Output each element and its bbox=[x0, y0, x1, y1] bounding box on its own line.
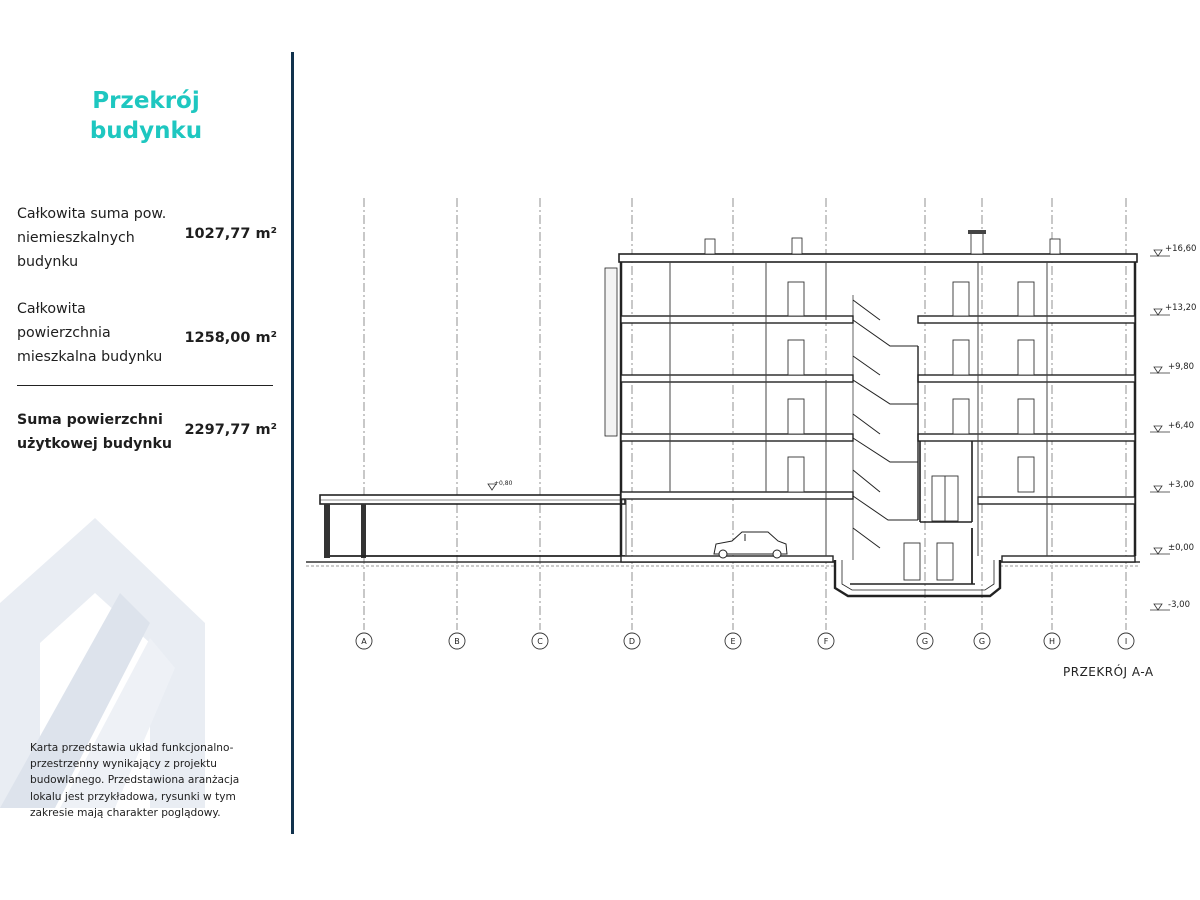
roof-level-marker bbox=[488, 480, 513, 490]
stat-label-line: Całkowita bbox=[17, 301, 86, 317]
level-label: +9,80 bbox=[1168, 362, 1195, 372]
stat-label-line: Suma powierzchni bbox=[17, 412, 163, 428]
stat-label bbox=[17, 202, 182, 274]
level-label: -3,00 bbox=[1168, 600, 1190, 610]
axis-label: C bbox=[537, 637, 543, 646]
stat-total-usable-area bbox=[17, 408, 277, 456]
axis-label: F bbox=[823, 637, 829, 646]
disclaimer-line: budowlanego. Przedstawiona aranżacja bbox=[30, 774, 240, 787]
stat-residential-area bbox=[17, 297, 277, 369]
interior-walls bbox=[626, 262, 1047, 556]
page-title-line-2: budynku bbox=[89, 118, 203, 144]
stats-separator bbox=[17, 385, 273, 386]
stat-value: 2297,77 m² bbox=[184, 422, 277, 438]
car-icon bbox=[714, 532, 787, 558]
main-building bbox=[605, 230, 1137, 556]
floor-slabs bbox=[621, 316, 1135, 562]
left-panel bbox=[0, 0, 292, 900]
section-drawing bbox=[300, 180, 1200, 700]
axis-label: G bbox=[921, 637, 929, 646]
stat-label-line: użytkowej budynku bbox=[17, 436, 173, 452]
level-label: +16,60 bbox=[1165, 244, 1197, 254]
disclaimer-line: przestrzenny wynikający z projektu bbox=[30, 758, 217, 771]
axis-label: B bbox=[454, 637, 460, 646]
level-label: +6,40 bbox=[1168, 421, 1195, 431]
disclaimer-line: Karta przedstawia układ funkcjonalno- bbox=[30, 742, 234, 754]
axis-label: H bbox=[1048, 637, 1056, 646]
level-label: ±0,00 bbox=[1168, 543, 1195, 553]
disclaimer-line: zakresie mają charakter poglądowy. bbox=[30, 806, 221, 819]
stat-value: 1258,00 m² bbox=[184, 330, 277, 346]
garage-wing bbox=[320, 495, 625, 558]
stat-label bbox=[17, 297, 182, 369]
vertical-divider bbox=[291, 52, 294, 834]
roof-level-label: +0,80 bbox=[494, 480, 513, 487]
level-label: +3,00 bbox=[1168, 480, 1195, 490]
axis-label: G bbox=[978, 637, 986, 646]
disclaimer-line: lokalu jest przykładowa, rysunki w tym bbox=[30, 790, 236, 803]
stat-label-line: budynku bbox=[17, 254, 79, 270]
level-labels bbox=[1165, 244, 1196, 610]
axis-bubbles bbox=[356, 633, 1134, 649]
drawing-caption: PRZEKRÓJ A-A bbox=[1063, 665, 1154, 679]
page-title-line-1: Przekrój bbox=[92, 88, 200, 114]
axis-labels bbox=[361, 637, 1127, 646]
staircase bbox=[853, 295, 918, 560]
stat-non-residential-area bbox=[17, 202, 277, 274]
stat-label-line: mieszkalna budynku bbox=[17, 349, 163, 365]
stat-label-line: niemieszkalnych bbox=[17, 230, 135, 246]
level-label: +13,20 bbox=[1165, 303, 1197, 313]
axis-label: D bbox=[628, 637, 636, 646]
page-title bbox=[40, 86, 252, 146]
axis-label: E bbox=[730, 637, 736, 646]
stat-label-line: Całkowita suma pow. bbox=[17, 206, 167, 222]
disclaimer bbox=[30, 740, 260, 821]
axis-label: I bbox=[1124, 637, 1128, 646]
stat-label bbox=[17, 408, 182, 456]
doors bbox=[788, 282, 1034, 580]
stat-value: 1027,77 m² bbox=[184, 226, 277, 242]
stat-label-line: powierzchnia bbox=[17, 325, 111, 341]
axis-label: A bbox=[361, 637, 367, 646]
